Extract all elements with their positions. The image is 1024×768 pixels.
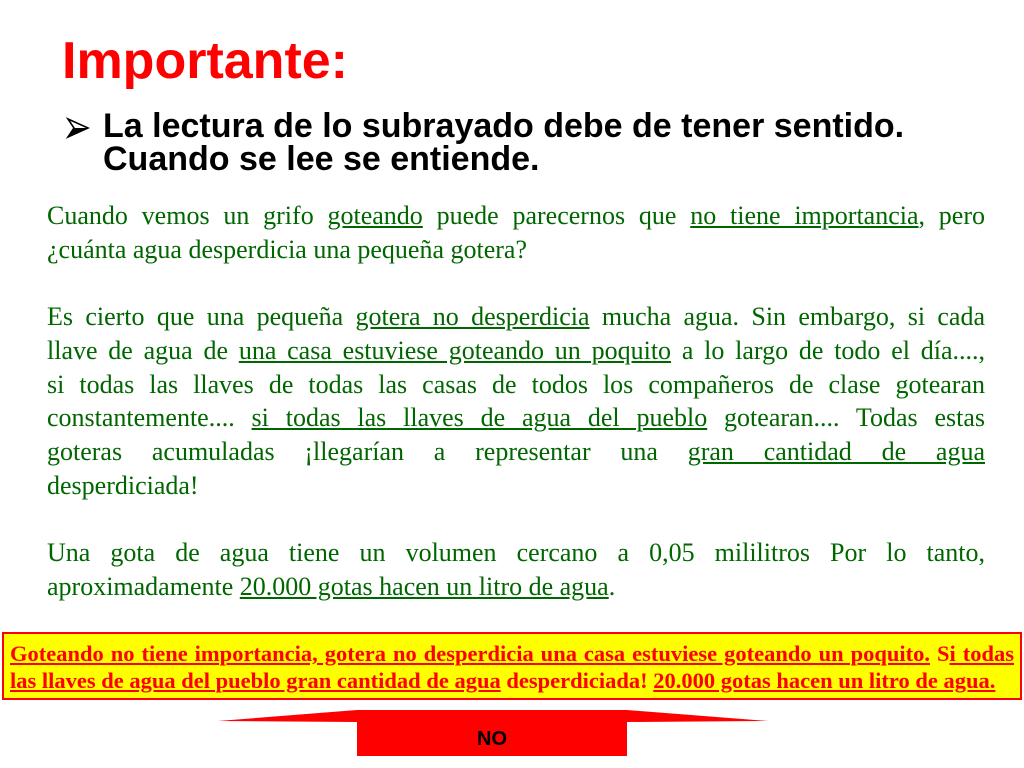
text-run: ¿cuánta agua desperdicia una pequeña gotera? [47, 234, 528, 264]
underlined-phrase: Goteando no tiene importancia, gotera no desperdicia una casa estuviese goteando un poquito. [10, 641, 931, 666]
summary-box [2, 632, 1022, 700]
paragraph-line [47, 435, 985, 469]
text-run: . [608, 571, 616, 601]
text-run: desperdiciada! [500, 668, 654, 693]
paragraph-line [47, 300, 985, 334]
text-run: goteras acumuladas ¡llegarían a representar una [47, 436, 688, 466]
text-run: gotearan.... Todas estas [707, 403, 986, 433]
text-run: constantemente.... [47, 403, 252, 433]
arrow-bullet-icon [66, 116, 90, 140]
underlined-phrase: una casa estuviese goteando un poquito [238, 335, 672, 365]
underlined-phrase: gran cantidad de agua [687, 436, 985, 466]
underlined-phrase: gotera no desperdicia [355, 302, 590, 332]
text-run: puede parecernos que [422, 201, 691, 230]
paragraph-line [47, 401, 985, 435]
paragraph-line [47, 469, 985, 503]
text-run: Es cierto que una pequeña [47, 302, 356, 332]
underlined-phrase: i todas [949, 641, 1015, 666]
paragraph-line [47, 233, 985, 267]
slide-title: Importante: [62, 32, 348, 90]
paragraph-line [47, 536, 985, 570]
text-run: mucha agua. Sin embargo, si cada [589, 302, 985, 332]
bullet-text: La lectura de lo subrayado debe de tener sentido. Cuando se lee se entiende. [103, 107, 905, 178]
text-run: aproximadamente [47, 571, 240, 601]
summary-line [10, 667, 1014, 694]
reading-passage [47, 199, 985, 603]
text-run: a lo largo de todo el día...., [671, 335, 986, 365]
underlined-phrase: 20.000 gotas hacen un litro de agua [239, 571, 609, 601]
paragraph-line [47, 334, 985, 368]
underlined-phrase: 20.000 gotas hacen un litro de agua. [653, 668, 996, 693]
reading-paragraph [47, 536, 985, 603]
paragraph-line [47, 570, 985, 604]
verdict-label: NO [477, 728, 507, 750]
text-run: Una gota de agua tiene un volumen cercano a 0,05 mililitros Por lo tanto, [47, 538, 985, 567]
underlined-phrase: no tiene importancia [690, 201, 919, 230]
underlined-phrase: si todas las llaves de agua del pueblo [251, 403, 708, 433]
text-run: llave de agua de [47, 335, 239, 365]
summary-line [10, 640, 1014, 667]
paragraph-line [47, 368, 985, 402]
text-run: S [930, 641, 950, 666]
reading-paragraph [47, 199, 985, 266]
reading-paragraph [47, 300, 985, 502]
text-run: , pero [918, 201, 986, 230]
underlined-phrase: goteando [327, 201, 423, 230]
text-run: si todas las llaves de todas las casas de todos los compañeros de clase gotearan [47, 369, 985, 399]
paragraph-line [47, 199, 985, 233]
underlined-phrase: las llaves de agua del pueblo gran cantidad de agua [10, 668, 501, 693]
text-run: desperdiciada! [47, 470, 199, 500]
text-run: Cuando vemos un grifo [47, 201, 328, 230]
